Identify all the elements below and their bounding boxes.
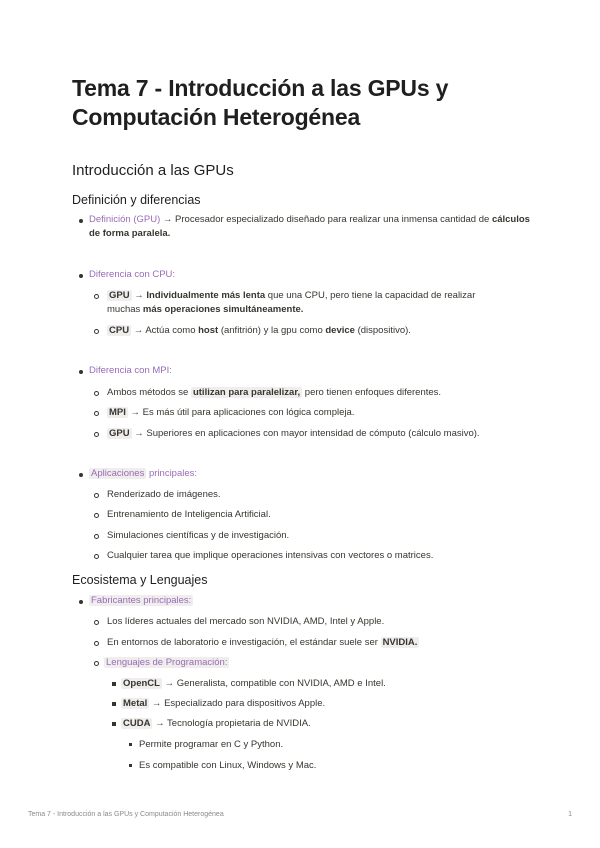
code-metal: Metal: [123, 698, 148, 709]
list-item-metal: [121, 697, 325, 711]
mpi-i1a: Ambos métodos se: [107, 387, 191, 398]
bullet-disc: [79, 370, 83, 374]
bullet-circle: [94, 493, 99, 498]
bullet-circle: [94, 294, 99, 299]
list-item-opencl: [121, 677, 386, 691]
list-item-cpu: [107, 324, 411, 338]
bullet-circle: [94, 432, 99, 437]
bullet-circle: [94, 329, 99, 334]
bullet-circle: [94, 641, 99, 646]
bullet-disc: [79, 600, 83, 604]
lenguajes-label-text: Lenguajes de Programación:: [106, 657, 228, 668]
gpu-arrow: →: [131, 290, 147, 301]
list-item-app-3: Simulaciones científicas y de investigación.: [107, 530, 290, 541]
bullet-square: [112, 722, 116, 726]
subheading-ecosistema: Ecosistema y Lenguajes: [72, 573, 208, 587]
mpi-i1c: pero tienen enfoques diferentes.: [302, 387, 442, 398]
cpu-text-b: (anfitrión) y la gpu como: [218, 325, 326, 336]
bullet-circle: [94, 513, 99, 518]
bullet-square-small: [129, 743, 132, 746]
bullet-disc: [79, 274, 83, 278]
cpu-text-c: (dispositivo).: [354, 325, 411, 336]
lenguajes-label: [104, 656, 229, 670]
list-item-fab-2: [107, 636, 419, 650]
bullet-disc: [79, 473, 83, 477]
opencl-text: → Generalista, compatible con NVIDIA, AMD e Intel.: [161, 678, 386, 689]
cpu-device: device: [325, 325, 355, 336]
section-heading-gpus: Introducción a las GPUs: [72, 162, 234, 179]
subheading-definicion: Definición y diferencias: [72, 193, 201, 207]
fabricantes-label-text: Fabricantes principales:: [91, 595, 192, 606]
list-item-gpu: [107, 289, 547, 317]
mpi-i3: → Superiores en aplicaciones con mayor intensidad de cómputo (cálculo masivo).: [131, 428, 480, 439]
definicion-label: Definición (GPU): [89, 214, 161, 225]
cuda-text: → Tecnología propietaria de NVIDIA.: [152, 718, 311, 729]
gpu-rest: que una CPU, pero tiene la capacidad de realizar: [265, 290, 476, 301]
list-item-cuda-1: Permite programar en C y Python.: [139, 739, 284, 750]
apps-label-b: principales:: [146, 468, 198, 479]
definicion-bold: cálculos de forma paralela.: [89, 214, 530, 239]
bullet-square: [112, 702, 116, 706]
mpi-i2: → Es más útil para aplicaciones con lógica compleja.: [127, 407, 355, 418]
code-gpu-2: GPU: [109, 428, 130, 439]
fab-i2a: En entornos de laboratorio e investigación, el estándar suele ser: [107, 637, 381, 648]
mpi-i1b: utilizan para paralelizar,: [192, 387, 301, 398]
page-title: Tema 7 - Introducción a las GPUs y Computación Heterogénea: [72, 75, 449, 130]
code-cuda: CUDA: [123, 718, 151, 729]
gpu-line2b: más operaciones simultáneamente.: [142, 304, 304, 315]
code-opencl: OpenCL: [123, 678, 160, 689]
page-number: 1: [568, 811, 572, 818]
code-gpu: GPU: [109, 290, 130, 301]
page-footer: Tema 7 - Introducción a las GPUs y Computación Heterogénea: [28, 811, 224, 818]
list-item-app-4: Cualquier tarea que implique operaciones intensivas con vectores o matrices.: [107, 550, 434, 561]
bullet-circle: [94, 620, 99, 625]
list-item-definicion: [89, 213, 539, 241]
list-item-mpi-3: [107, 427, 480, 441]
bullet-circle: [94, 411, 99, 416]
list-item-app-2: Entrenamiento de Inteligencia Artificial.: [107, 509, 271, 520]
mpi-label: Diferencia con MPI:: [89, 365, 172, 376]
cpu-label: Diferencia con CPU:: [89, 269, 176, 280]
bullet-circle: [94, 661, 99, 666]
list-item-cuda-2: Es compatible con Linux, Windows y Mac.: [139, 760, 317, 771]
gpu-bold: Individualmente más lenta: [146, 290, 266, 301]
code-mpi: MPI: [109, 407, 126, 418]
bullet-circle: [94, 554, 99, 559]
list-item-cuda: [121, 717, 311, 731]
cpu-text-a: → Actúa como: [131, 325, 199, 336]
list-item-app-1: Renderizado de imágenes.: [107, 489, 221, 500]
bullet-circle: [94, 391, 99, 396]
fab-nvidia: NVIDIA.: [382, 637, 418, 648]
fabricantes-label: [89, 594, 193, 608]
code-cpu: CPU: [109, 325, 130, 336]
cpu-host: host: [198, 325, 219, 336]
metal-text: → Especializado para dispositivos Apple.: [149, 698, 326, 709]
apps-label-a: Aplicaciones: [91, 468, 145, 479]
list-item-mpi-2: [107, 406, 354, 420]
gpu-line2a: muchas: [107, 304, 143, 315]
definicion-text: → Procesador especializado diseñado para realizar una inmensa cantidad de: [160, 214, 492, 225]
bullet-square-small: [129, 764, 132, 767]
apps-label: [89, 467, 197, 481]
list-item-fab-1: Los líderes actuales del mercado son NVIDIA, AMD, Intel y Apple.: [107, 616, 385, 627]
bullet-disc: [79, 219, 83, 223]
list-item-mpi-1: [107, 386, 441, 400]
bullet-square: [112, 682, 116, 686]
bullet-circle: [94, 534, 99, 539]
